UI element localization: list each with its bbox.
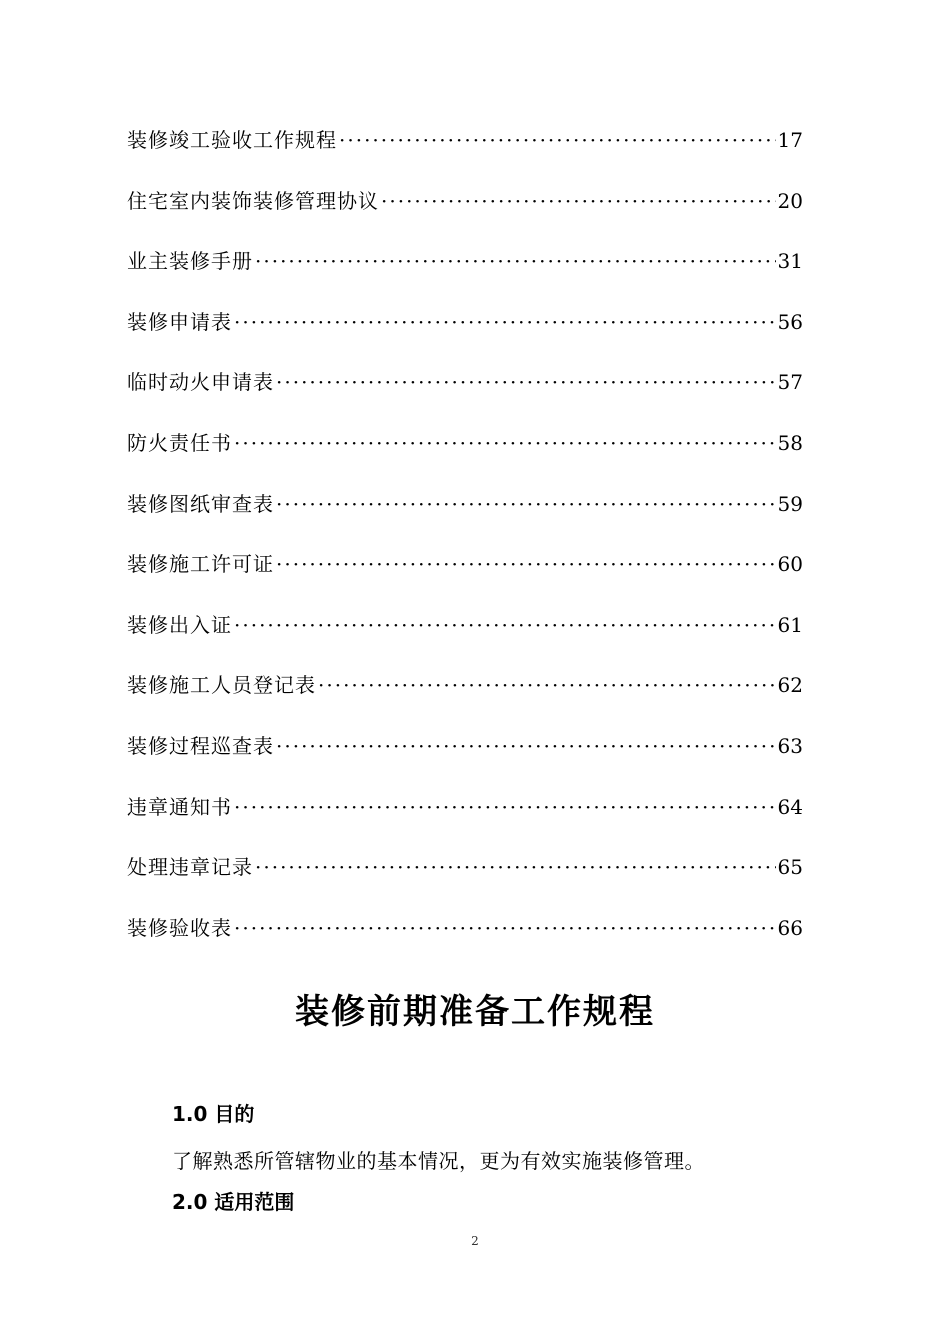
toc-leader-dots [339,128,776,152]
toc-entry-page: 65 [777,855,803,880]
toc-entry-page: 58 [777,430,803,455]
toc-entry-page: 64 [777,794,803,819]
toc-entry-title: 装修验收表 [127,915,232,940]
toc-entry[interactable] [127,185,803,246]
toc-entry[interactable] [127,245,803,306]
toc-leader-dots [234,310,776,334]
section-2-heading: 2.0 适用范围 [172,1190,295,1214]
section-1-text: 了解熟悉所管辖物业的基本情况，更为有效实施装修管理。 [172,1149,705,1173]
toc-leader-dots [381,189,776,213]
toc-entry-title: 业主装修手册 [127,249,253,274]
toc-entry-page: 17 [777,128,803,152]
toc-leader-dots [234,613,776,637]
toc-entry[interactable] [127,912,803,973]
toc-entry[interactable] [127,730,803,791]
toc-leader-dots [234,916,776,940]
toc-leader-dots [255,855,776,879]
toc-leader-dots [276,552,776,576]
toc-leader-dots [318,673,776,697]
section-1-heading: 1.0 目的 [172,1102,255,1126]
toc-entry[interactable] [127,609,803,670]
section-title: 装修前期准备工作规程 [295,992,655,1032]
toc-entry-title: 防火责任书 [127,430,232,455]
toc-leader-dots [276,492,776,516]
toc-entry-title: 住宅室内装饰装修管理协议 [127,188,379,213]
toc-entry[interactable] [127,427,803,488]
toc-entry-title: 装修图纸审查表 [127,491,274,516]
toc-entry-page: 20 [777,188,803,213]
toc-entry[interactable] [127,548,803,609]
toc-entry-title: 处理违章记录 [127,855,253,880]
toc-leader-dots [234,431,776,455]
toc-entry[interactable] [127,791,803,852]
toc-entry-title: 装修申请表 [127,309,232,334]
toc-entry-page: 61 [777,612,803,637]
toc-entry-page: 66 [777,915,803,940]
toc-leader-dots [255,249,776,273]
toc-entry[interactable] [127,306,803,367]
toc-leader-dots [276,734,776,758]
toc-entry-title: 装修出入证 [127,612,232,637]
toc-entry-title: 装修竣工验收工作规程 [127,128,337,152]
toc-entry[interactable] [127,366,803,427]
toc-entry[interactable] [127,669,803,730]
toc-leader-dots [276,370,776,394]
toc-entry-page: 60 [777,552,803,577]
toc-entry[interactable] [127,124,803,185]
toc-entry-page: 62 [777,673,803,698]
toc-entry-title: 装修施工许可证 [127,552,274,577]
toc-entry-page: 56 [777,309,803,334]
toc-entry-title: 装修施工人员登记表 [127,673,316,698]
toc-entry-title: 违章通知书 [127,794,232,819]
toc-entry-page: 57 [777,370,803,395]
toc-leader-dots [234,795,776,819]
toc-entry-page: 31 [777,249,803,274]
toc-entry-page: 63 [777,733,803,758]
toc-entry-page: 59 [777,491,803,516]
toc-entry-title: 装修过程巡查表 [127,733,274,758]
toc-entry[interactable] [127,851,803,912]
toc-entry-title: 临时动火申请表 [127,370,274,395]
page-number: 2 [471,1234,479,1248]
toc-entry[interactable] [127,488,803,549]
table-of-contents [127,124,803,972]
